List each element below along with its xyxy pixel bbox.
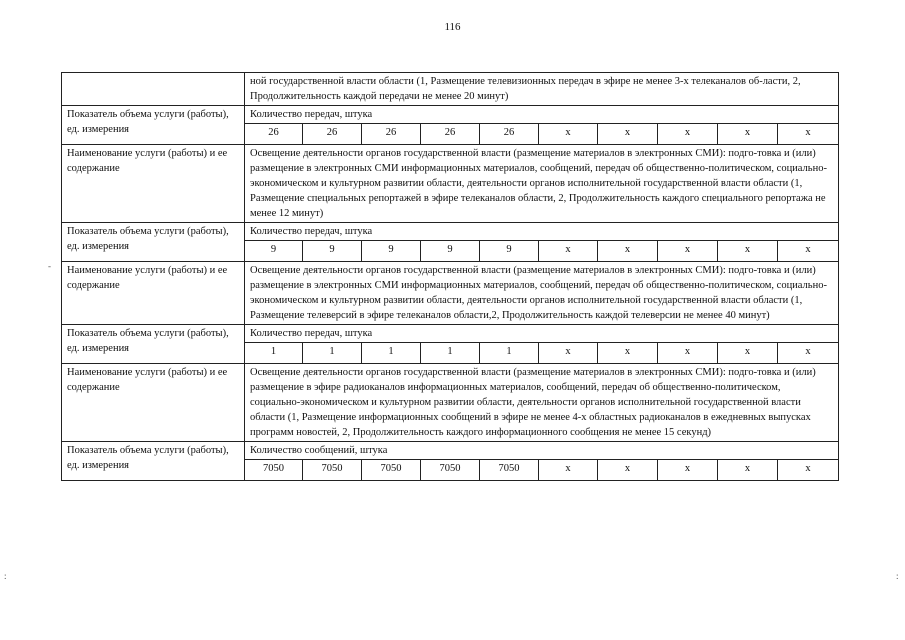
page-number: 116	[444, 21, 461, 33]
indicator-unit: Количество сообщений, штука	[245, 442, 839, 460]
service-description: Освещение деятельности органов государственной власти (размещение материалов в электронных СМИ): подго-товка и (или) размещение в эфире радиоканалов информационных материалов, сообщений, передач об общественно-политическом, социально-экономическом и культурном развитии области, деятельности органов исполнительной государственной власти области (1, Размещение информационных сообщений в эфире не менее 4-х областных радиоканалов в ежедневных выпусках программ новостей, 2, Продолжительность каждого информационного сообщения не менее 15 секунд)	[245, 364, 839, 442]
indicator-label: Показатель объема услуги (работы), ед. измерения	[62, 442, 245, 481]
value-cell: х	[778, 343, 839, 364]
value-cell: х	[718, 241, 778, 262]
value-cell: х	[778, 460, 839, 481]
value-cell: х	[539, 343, 598, 364]
value-cell: 9	[362, 241, 421, 262]
value-cell: х	[658, 343, 718, 364]
indicator-label: Показатель объема услуги (работы), ед. измерения	[62, 106, 245, 145]
value-cell: 1	[421, 343, 480, 364]
indicator-header-row	[62, 442, 839, 460]
value-cell: 7050	[480, 460, 539, 481]
value-cell: 26	[303, 124, 362, 145]
value-cell: 26	[362, 124, 421, 145]
value-cell: х	[658, 124, 718, 145]
indicator-header-row	[62, 106, 839, 124]
service-description: Освещение деятельности органов государственной власти (размещение материалов в электронных СМИ): подго-товка и (или) размещение в электронных СМИ информационных материалов, сообщений, передач об общественно-политическом, социально-экономическом и культурном развитии области, деятельности органов исполнительной государственной власти области (1, Размещение специальных репортажей в эфире телеканалов области, 2, Продолжительность каждого специального репортажа не менее 12 минут)	[245, 145, 839, 223]
value-cell: 7050	[362, 460, 421, 481]
continuation-row	[62, 73, 839, 106]
value-cell: х	[718, 343, 778, 364]
service-description: Освещение деятельности органов государственной власти (размещение материалов в электронных СМИ): подго-товка и (или) размещение в электронных СМИ информационных материалов, сообщений, передач об общественно-политическом, социально-экономическом и культурном развитии области, деятельности органов исполнительной государственной власти области (1, Размещение телеверсий в эфире телеканалов области,2, Продолжительность каждой телеверсии не менее 40 минут)	[245, 262, 839, 325]
value-cell: х	[598, 124, 658, 145]
value-cell: х	[539, 124, 598, 145]
value-cell: 7050	[421, 460, 480, 481]
value-cell: 9	[421, 241, 480, 262]
scan-margin-mark: :	[896, 571, 899, 581]
service-row	[62, 364, 839, 442]
value-cell: х	[718, 460, 778, 481]
indicator-unit: Количество передач, штука	[245, 325, 839, 343]
indicator-unit: Количество передач, штука	[245, 106, 839, 124]
value-cell: х	[658, 241, 718, 262]
value-cell: 26	[421, 124, 480, 145]
indicator-label: Показатель объема услуги (работы), ед. измерения	[62, 325, 245, 364]
value-cell: х	[598, 460, 658, 481]
value-cell: х	[658, 460, 718, 481]
service-label: Наименование услуги (работы) и ее содержание	[62, 262, 245, 325]
service-volume-table	[61, 72, 839, 481]
value-cell: 9	[245, 241, 303, 262]
scan-margin-mark: -	[48, 261, 51, 271]
value-cell: 1	[362, 343, 421, 364]
value-cell: х	[539, 460, 598, 481]
value-cell: 9	[480, 241, 539, 262]
value-cell: х	[598, 343, 658, 364]
value-cell: х	[778, 241, 839, 262]
service-description: ной государственной власти области (1, Размещение телевизионных передач в эфире не менее 3-х телеканалов об-ласти, 2, Продолжительность каждой передачи не менее 20 минут)	[245, 73, 839, 106]
value-cell: 1	[303, 343, 362, 364]
service-label: Наименование услуги (работы) и ее содержание	[62, 364, 245, 442]
scan-margin-mark: :	[4, 571, 7, 581]
value-cell: 1	[245, 343, 303, 364]
value-cell: 26	[480, 124, 539, 145]
value-cell: х	[598, 241, 658, 262]
value-cell: 7050	[245, 460, 303, 481]
value-cell: 26	[245, 124, 303, 145]
value-cell: 7050	[303, 460, 362, 481]
value-cell: х	[718, 124, 778, 145]
indicator-label: Показатель объема услуги (работы), ед. измерения	[62, 223, 245, 262]
service-row	[62, 145, 839, 223]
value-cell: 9	[303, 241, 362, 262]
row-label	[62, 73, 245, 106]
value-cell: 1	[480, 343, 539, 364]
indicator-header-row	[62, 223, 839, 241]
service-row	[62, 262, 839, 325]
value-cell: х	[778, 124, 839, 145]
indicator-header-row	[62, 325, 839, 343]
value-cell: х	[539, 241, 598, 262]
service-label: Наименование услуги (работы) и ее содержание	[62, 145, 245, 223]
indicator-unit: Количество передач, штука	[245, 223, 839, 241]
